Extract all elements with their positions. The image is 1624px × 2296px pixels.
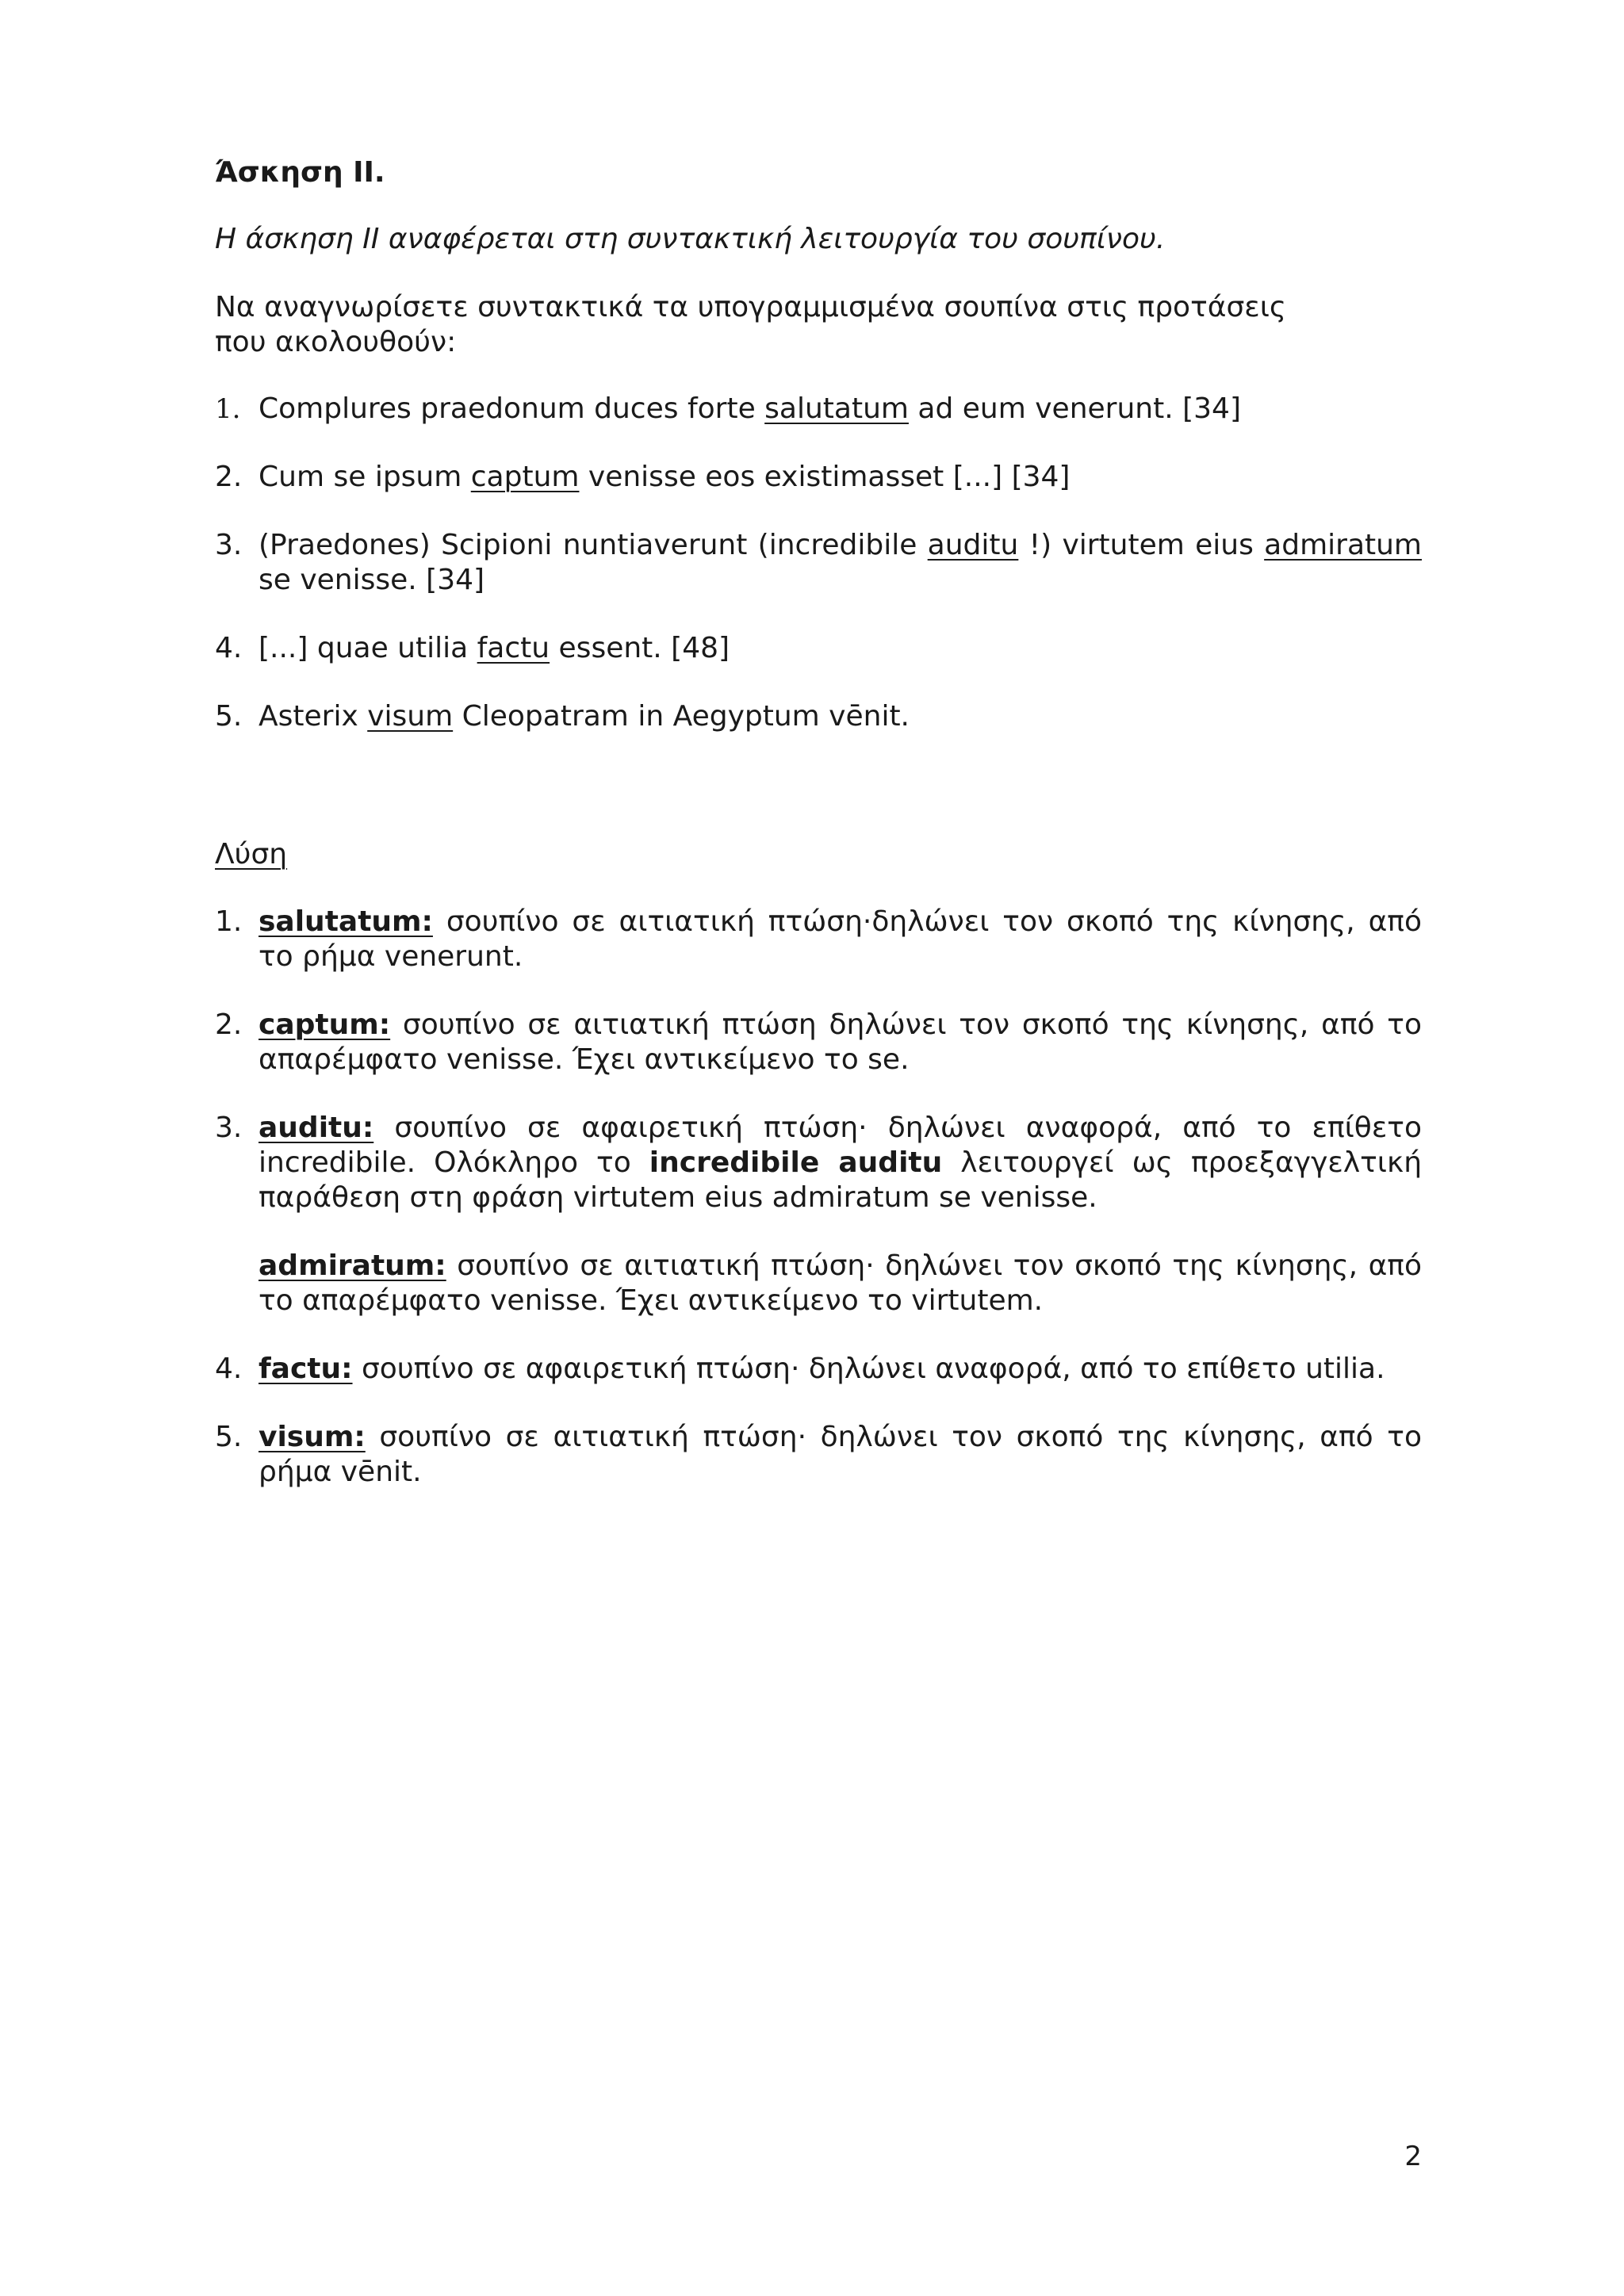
- underlined-supine: admiratum: [1264, 529, 1422, 561]
- solution-text: σουπίνο σε αιτιατική πτώση·δηλώνει τον σκοπό της κίνησης, από το ρήμα venerunt.: [259, 905, 1422, 973]
- solution-item: [215, 905, 1422, 974]
- exercise-sentence: [215, 460, 1422, 495]
- exercise-intro: Η άσκηση ΙΙ αναφέρεται στη συντακτική λειτουργία του σουπίνου.: [215, 223, 1166, 255]
- solution-bold-phrase: incredibile auditu: [649, 1146, 943, 1179]
- sentence-text: (Praedones) Scipioni nuntiaverunt (incredibile: [259, 529, 928, 561]
- solution-term: visum:: [259, 1421, 366, 1453]
- solution-term: admiratum:: [259, 1249, 446, 1282]
- underlined-supine: factu: [477, 632, 550, 664]
- sentence-text: Cleopatram in Aegyptum vēnit.: [453, 700, 910, 733]
- solution-item: [215, 1352, 1422, 1387]
- solution-term: salutatum:: [259, 905, 433, 938]
- solution-term: captum:: [259, 1008, 391, 1041]
- solution-item: [215, 1420, 1422, 1490]
- sentence-text: !) virtutem eius: [1018, 529, 1265, 561]
- list-number: 3.: [215, 1112, 243, 1144]
- sentence-text: se venisse. [34]: [259, 564, 485, 596]
- document-page: [215, 0, 1422, 2296]
- list-number: 5.: [215, 1421, 243, 1453]
- solution-text: λειτουργεί ως προεξαγγελτική παράθεση στη φράση virtutem eius admiratum se venisse.: [259, 1146, 1423, 1214]
- solution-item: [215, 1111, 1422, 1318]
- exercise-sentence: [215, 631, 1422, 666]
- sentence-text: ad eum venerunt. [34]: [908, 392, 1241, 425]
- sentence-text: Cum se ipsum: [259, 461, 471, 493]
- solution-text: σουπίνο σε αφαιρετική πτώση· δηλώνει αναφορά, από το επίθετο utilia.: [352, 1353, 1385, 1385]
- list-number: 2.: [215, 1008, 243, 1041]
- exercise-sentence: [215, 528, 1422, 598]
- list-number: 4.: [215, 632, 243, 664]
- exercise-sentence-list: [215, 392, 1422, 767]
- sentence-text: Complures praedonum duces forte: [259, 392, 765, 425]
- exercise-sentence: [215, 699, 1422, 734]
- solution-text: σουπίνο σε αιτιατική πτώση δηλώνει τον σκοπό της κίνησης, από το απαρέμφατο venisse. Έχει αντικείμενο το se.: [259, 1008, 1422, 1076]
- solution-term: auditu:: [259, 1112, 374, 1144]
- page-number: 2: [1404, 2141, 1422, 2172]
- list-number: 4.: [215, 1353, 243, 1385]
- solution-text: σουπίνο σε αιτιατική πτώση· δηλώνει τον σκοπό της κίνησης, από το ρήμα vēnit.: [259, 1421, 1422, 1488]
- solution-text: σουπίνο σε αφαιρετική πτώση· δηλώνει αναφορά, από το επίθετο incredibile. Ολόκληρο το: [259, 1112, 1422, 1179]
- list-number: 5.: [215, 700, 243, 733]
- solution-list: [215, 905, 1422, 1523]
- list-number: 3.: [215, 529, 243, 561]
- solution-term: factu:: [259, 1353, 353, 1385]
- sentence-text: [...] quae utilia: [259, 632, 477, 664]
- list-number: 2.: [215, 461, 243, 493]
- sentence-text: Asterix: [259, 700, 368, 733]
- sentence-text: venisse eos existimasset [...] [34]: [579, 461, 1071, 493]
- exercise-title: Άσκηση II.: [215, 156, 385, 189]
- list-number: 1.: [215, 393, 241, 425]
- underlined-supine: visum: [367, 700, 454, 733]
- solution-subparagraph: [259, 1249, 1422, 1318]
- list-number: 1.: [215, 905, 243, 938]
- solution-text: σουπίνο σε αιτιατική πτώση· δηλώνει τον σκοπό της κίνησης, από το απαρέμφατο venisse. Έχει αντικείμενο το virtutem.: [259, 1249, 1422, 1317]
- solution-item: [215, 1008, 1422, 1077]
- exercise-instruction: Να αναγνωρίσετε συντακτικά τα υπογραμμισμένα σουπίνα στις προτάσεις που ακολουθούν:: [215, 291, 1287, 358]
- solution-heading: Λύση: [215, 838, 288, 871]
- exercise-sentence: [215, 392, 1422, 427]
- underlined-supine: captum: [470, 461, 580, 493]
- underlined-supine: auditu: [927, 529, 1019, 561]
- sentence-text: essent. [48]: [550, 632, 730, 664]
- underlined-supine: salutatum: [764, 392, 909, 425]
